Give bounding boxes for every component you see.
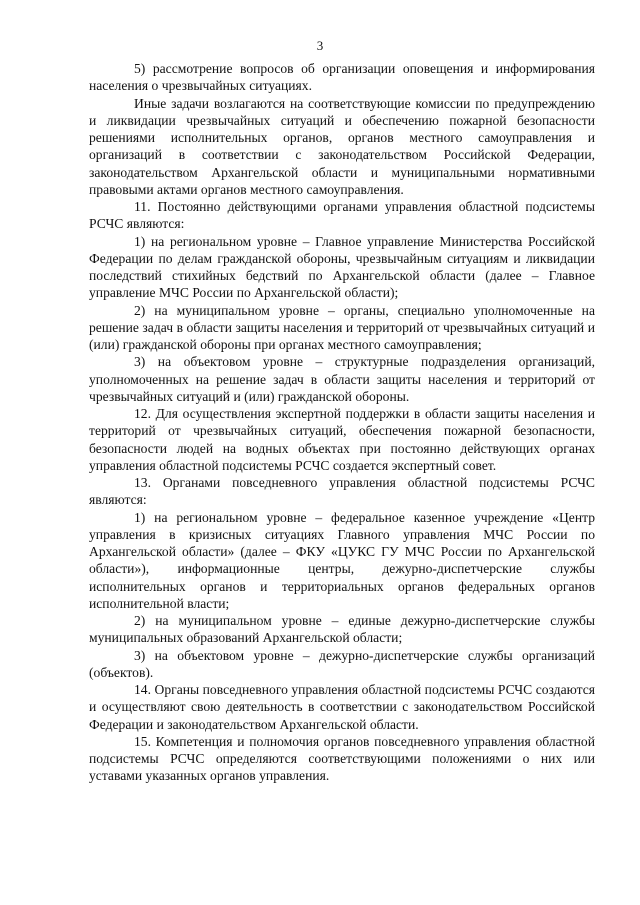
- paragraph-11-item-1: 1) на региональном уровне – Главное управление Министерства Российской Федерации по делам гражданской обороны, чрезвычайным ситуациям и ликвидации последствий стихийных бедствий по Архангельской области (далее – Главное управление МЧС России по Архангельской области);: [89, 233, 595, 301]
- paragraph-13-item-3: 3) на объектовом уровне – дежурно-диспетчерские службы организаций (объектов).: [89, 647, 595, 680]
- document-body: [89, 60, 595, 785]
- paragraph-section-13: 13. Органами повседневного управления областной подсистемы РСЧС являются:: [89, 475, 595, 508]
- page-number: 3: [316, 38, 324, 53]
- paragraph-other-tasks: Иные задачи возлагаются на соответствующие комиссии по предупреждению и ликвидации чрезвычайных ситуаций и обеспечению пожарной безопасности решениями исполнительных органов, органов местного самоуправления и организаций в соответствии с законодательством Российской Федерации, законодательством Архангельской области и муниципальными нормативными правовыми актами органов местного самоуправления.: [89, 95, 595, 197]
- paragraph-section-15: 15. Компетенция и полномочия органов повседневного управления областной подсистемы РСЧС определяются соответствующими положениями о них или уставами указанных органов управления.: [89, 733, 595, 784]
- paragraph-13-item-2: 2) на муниципальном уровне – единые дежурно-диспетчерские службы муниципальных образований Архангельской области;: [89, 613, 595, 646]
- paragraph-11-item-2: 2) на муниципальном уровне – органы, специально уполномоченные на решение задач в области защиты населения и территорий от чрезвычайных ситуаций и (или) гражданской обороны при органах местного самоуправления;: [89, 302, 595, 352]
- paragraph-section-14: 14. Органы повседневного управления областной подсистемы РСЧС создаются и осуществляют свою деятельность в соответствии с законодательством Российской Федерации и законодательством Архангельской области.: [89, 682, 595, 732]
- paragraph-item-5: 5) рассмотрение вопросов об организации оповещения и информирования населения о чрезвычайных ситуациях.: [89, 61, 595, 94]
- paragraph-11-item-3: 3) на объектовом уровне – структурные подразделения организаций, уполномоченных на решение задач в области защиты населения и территорий от чрезвычайных ситуаций и (или) гражданской обороны.: [89, 354, 595, 404]
- paragraph-section-12: 12. Для осуществления экспертной поддержки в области защиты населения и территорий от чрезвычайных ситуаций, обеспечения пожарной безопасности, безопасности людей на водных объектах при постоянно действующих органах управления областной подсистемы РСЧС создается экспертный совет.: [89, 406, 595, 473]
- paragraph-13-item-1: 1) на региональном уровне – федеральное казенное учреждение «Центр управления в кризисных ситуациях Главного управления МЧС России по Архангельской области» (далее – ФКУ «ЦУКС ГУ МЧС России по Архангельской области»), информационные центры, дежурно-диспетчерские службы исполнительных органов и территориальных органов федеральных органов исполнительной власти;: [89, 509, 595, 611]
- paragraph-section-11: 11. Постоянно действующими органами управления областной подсистемы РСЧС являются:: [89, 199, 595, 232]
